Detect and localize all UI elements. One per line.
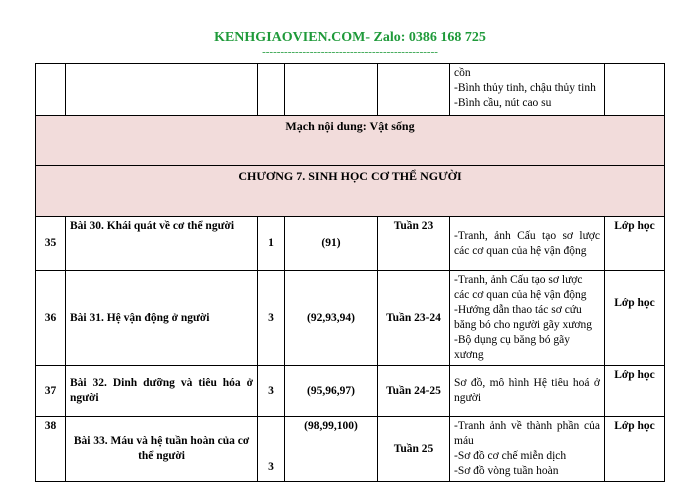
week: Tuần 24-25: [378, 366, 450, 417]
lesson-title: Bài 31. Hệ vận động ở người: [66, 271, 258, 366]
cell-empty: [285, 64, 378, 116]
equipment-cell: [450, 271, 605, 366]
equipment-line: -Bộ dụng cụ băng bó gãy xương: [454, 334, 570, 361]
table-row: [36, 417, 665, 482]
equipment-line: Sơ đồ, mô hình Hệ tiêu hoá ở người: [454, 377, 600, 404]
header-divider: ------------------------------------------------: [262, 46, 438, 58]
table-row: [36, 217, 665, 271]
cell-empty: [378, 64, 450, 116]
lesson-title: Bài 33. Máu và hệ tuần hoàn của cơ thể người: [66, 417, 258, 482]
period-count: 3: [258, 271, 285, 366]
equipment-line: cồn: [454, 67, 471, 79]
cell-empty: [258, 64, 285, 116]
section-row: [36, 116, 665, 166]
cell-empty: [36, 64, 66, 116]
equipment-line: -Tranh, ảnh Cấu tạo sơ lược các cơ quan của hệ vận động: [454, 274, 587, 301]
page-header-title: KENHGIAOVIEN.COM- Zalo: 0386 168 725: [214, 30, 486, 45]
cell-empty: [605, 64, 665, 116]
equipment-line: -Hướng dẫn thao tác sơ cứu băng bó cho người gãy xương: [454, 304, 593, 331]
location: Lớp học: [605, 271, 665, 366]
lesson-plan-table: [35, 63, 665, 482]
period-count: 1: [258, 217, 285, 271]
row-number: 35: [36, 217, 66, 271]
equipment-line: -Tranh ảnh về thành phần của máu: [454, 420, 600, 447]
period-count: 3: [258, 366, 285, 417]
period-order: (92,93,94): [285, 271, 378, 366]
equipment-line: -Bình cầu, nút cao su: [454, 97, 552, 109]
period-order: (98,99,100): [285, 417, 378, 482]
equipment-line: -Sơ đồ vòng tuần hoàn: [454, 465, 559, 477]
location: Lớp học: [605, 217, 665, 271]
equipment-cell: [450, 366, 605, 417]
row-number: 36: [36, 271, 66, 366]
location: Lớp học: [605, 417, 665, 482]
period-count: 3: [258, 417, 285, 482]
lesson-title: Bài 30. Khái quát về cơ thể người: [66, 217, 258, 271]
equipment-line: -Sơ đồ cơ chế miễn dịch: [454, 450, 567, 462]
content-strand-heading: Mạch nội dung: Vật sống: [36, 116, 665, 166]
table-row: [36, 271, 665, 366]
cell-empty: [66, 64, 258, 116]
week: Tuần 23: [378, 217, 450, 271]
equipment-cell: [450, 64, 605, 116]
period-order: (91): [285, 217, 378, 271]
week: Tuần 23-24: [378, 271, 450, 366]
period-order: (95,96,97): [285, 366, 378, 417]
equipment-cell: [450, 417, 605, 482]
table-row: [36, 64, 665, 116]
lesson-title: Bài 32. Dinh dưỡng và tiêu hóa ở người: [66, 366, 258, 417]
chapter-heading: CHƯƠNG 7. SINH HỌC CƠ THỂ NGƯỜI: [36, 166, 665, 217]
location: Lớp học: [605, 366, 665, 417]
week: Tuần 25: [378, 417, 450, 482]
row-number: 37: [36, 366, 66, 417]
equipment-cell: [450, 217, 605, 271]
equipment-line: -Tranh, ảnh Cấu tạo sơ lược các cơ quan của hệ vận động: [454, 229, 600, 257]
row-number: 38: [36, 417, 66, 482]
equipment-line: -Bình thủy tinh, chậu thủy tinh: [454, 82, 596, 94]
chapter-row: [36, 166, 665, 217]
table-row: [36, 366, 665, 417]
